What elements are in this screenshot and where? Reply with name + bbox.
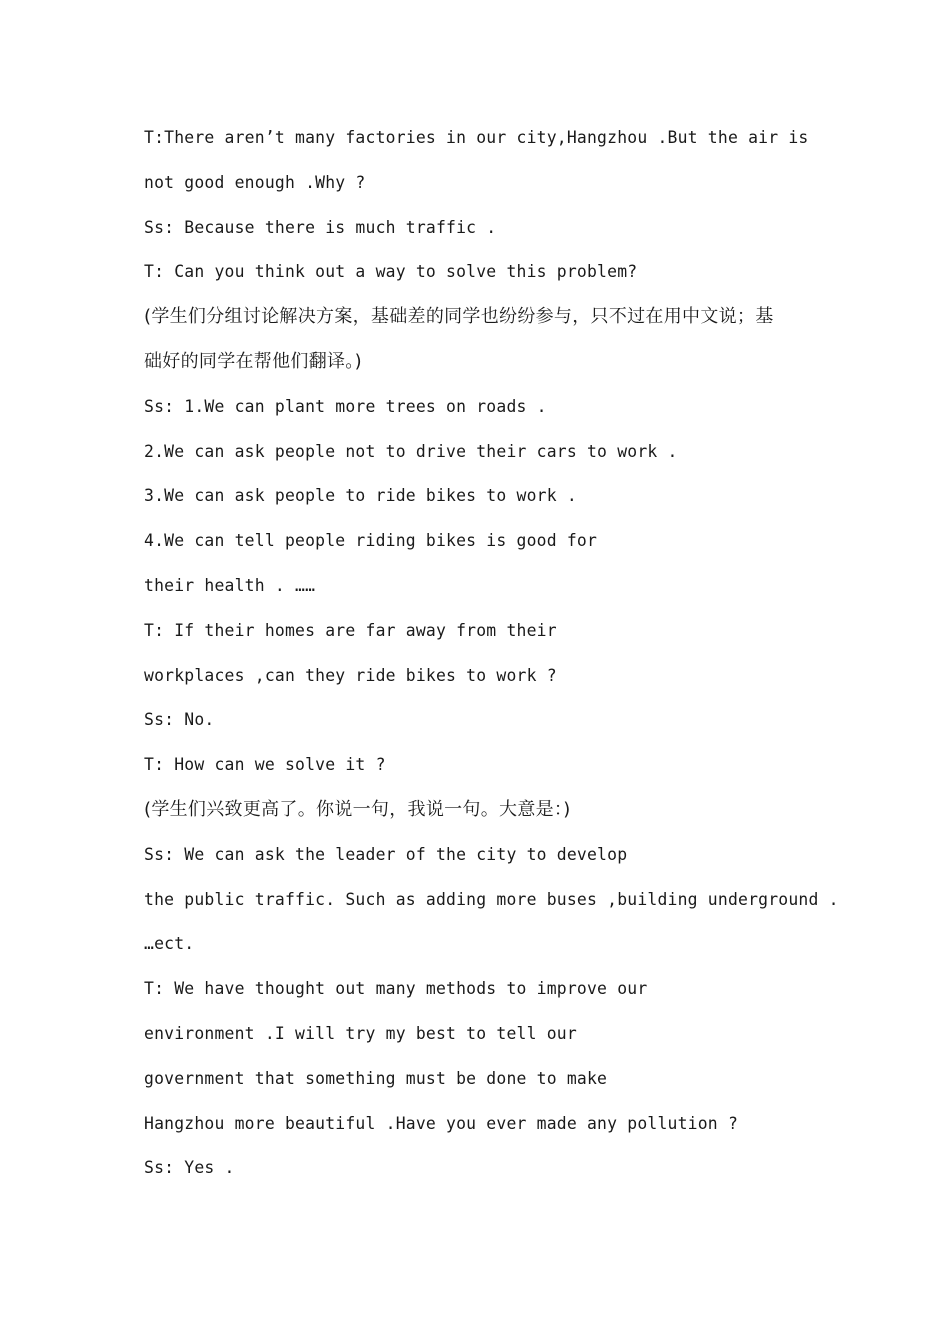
dialogue-line: government that something must be done to make <box>144 1068 608 1088</box>
stage-note-line: (学生们分组讨论解决方案，基础差的同学也纷纷参与，只不过在用中文说；基 <box>144 306 774 328</box>
dialogue-line: environment .I will try my best to tell our <box>144 1023 577 1043</box>
dialogue-line: not good enough .Why ? <box>144 172 366 192</box>
dialogue-line: …ect. <box>144 934 195 954</box>
dialogue-line: Ss: We can ask the leader of the city to develop <box>144 844 628 864</box>
dialogue-line: Ss: No. <box>144 710 215 730</box>
dialogue-line: Hangzhou more beautiful .Have you ever made any pollution ? <box>144 1113 739 1133</box>
dialogue-line: Ss: 1.We can plant more trees on roads . <box>144 396 547 416</box>
dialogue-line: 3.We can ask people to ride bikes to work . <box>144 486 577 506</box>
stage-note-line: 础好的同学在帮他们翻译。) <box>144 350 362 372</box>
dialogue-line: Ss: Yes . <box>144 1158 235 1178</box>
dialogue-line: Ss: Because there is much traffic . <box>144 217 497 237</box>
dialogue-line: T:There aren’t many factories in our city,Hangzhou .But the air is <box>144 128 809 147</box>
dialogue-line: T: Can you think out a way to solve this problem? <box>144 262 638 282</box>
dialogue-line: T: If their homes are far away from their <box>144 620 557 640</box>
dialogue-line: workplaces ,can they ride bikes to work ? <box>144 665 557 685</box>
dialogue-line: T: How can we solve it ? <box>144 755 386 775</box>
dialogue-line: the public traffic. Such as adding more buses ,building underground . <box>144 889 839 909</box>
dialogue-line: 4.We can tell people riding bikes is good for <box>144 531 598 551</box>
dialogue-line: T: We have thought out many methods to improve our <box>144 979 648 999</box>
document-body <box>144 116 839 1191</box>
stage-note-line: (学生们兴致更高了。你说一句，我说一句。大意是：) <box>144 798 571 820</box>
dialogue-line: their health . …… <box>144 575 316 595</box>
dialogue-line: 2.We can ask people not to drive their cars to work . <box>144 441 678 461</box>
